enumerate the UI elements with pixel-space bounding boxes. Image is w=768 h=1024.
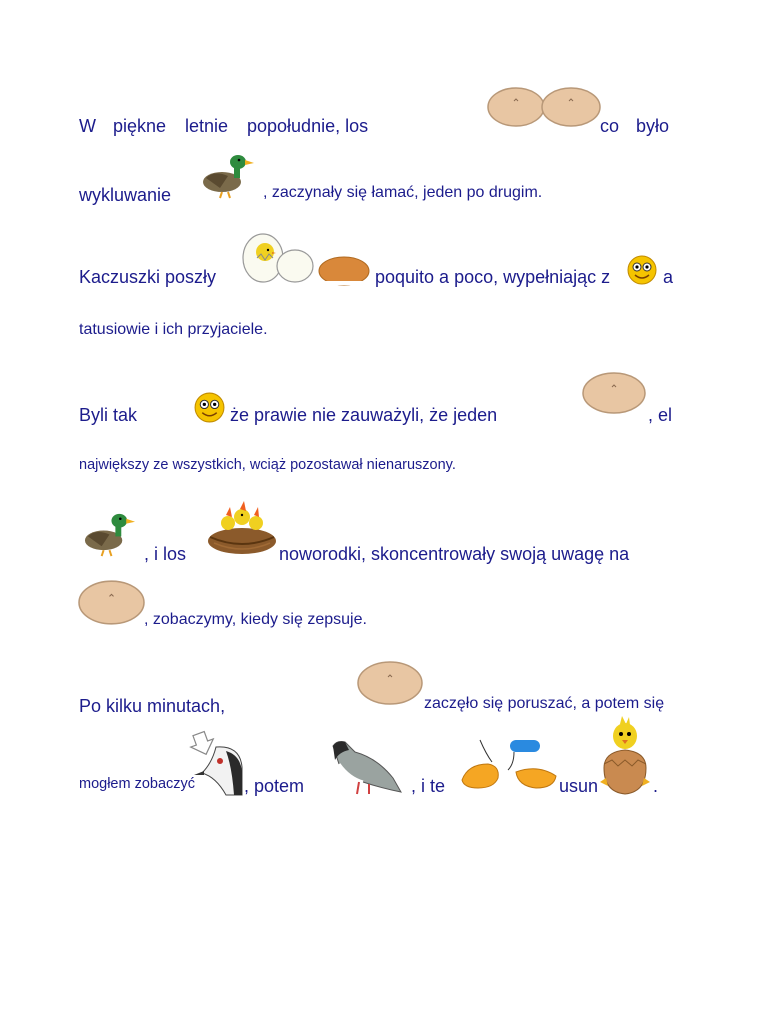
- text-line7-b: noworodki, skoncentrowały swoją uwagę na: [279, 544, 630, 564]
- text-line10-c: , i te: [411, 776, 446, 796]
- smiley-icon: [193, 391, 226, 424]
- word-bylo: było: [636, 116, 670, 136]
- duck-feet-icon: [458, 740, 558, 792]
- egg-icon: [78, 580, 145, 625]
- word-w: W: [79, 116, 96, 136]
- text-line6: największy ze wszystkich, wciąż pozostawał nienaruszony.: [79, 457, 456, 473]
- bird-body-icon: [329, 738, 403, 796]
- smiley-icon: [626, 254, 658, 286]
- text-line1-rest: popołudnie, los: [247, 116, 369, 136]
- brown-egg-icon: [318, 255, 370, 285]
- egg-icon: [541, 87, 601, 127]
- word-piekne: piękne: [113, 116, 167, 136]
- text-line9-b: zaczęło się poruszać, a potem się: [424, 695, 665, 712]
- text-line3-a: Kaczuszki poszły: [79, 267, 217, 287]
- duck-icon: [82, 505, 137, 560]
- text-line2-a: wykluwanie: [79, 185, 172, 205]
- duck-icon: [200, 148, 256, 200]
- text-line4: tatusiowie i ich przyjaciele.: [79, 321, 268, 338]
- text-line9-a: Po kilku minutach,: [79, 696, 226, 716]
- text-line10-d: usun: [559, 776, 599, 796]
- egg-icon: [582, 372, 646, 414]
- bird-head-icon: [186, 727, 244, 795]
- text-line5-c: , el: [648, 405, 673, 425]
- text-line5-b: że prawie nie zauważyli, że jeden: [230, 405, 498, 425]
- nest-chicks-icon: [206, 497, 278, 557]
- text-line3-c: a: [663, 267, 674, 287]
- text-line3-b: poquito a poco, wypełniając z: [375, 267, 611, 287]
- word-letnie: letnie: [185, 116, 229, 136]
- text-line7-a: , i los: [144, 544, 187, 564]
- text-line10-e: .: [653, 776, 659, 796]
- egg-icon: [487, 87, 545, 127]
- text-line2-b: , zaczynały się łamać, jeden po drugim.: [263, 184, 543, 201]
- chick-in-egg-icon: [596, 716, 654, 796]
- text-line10-b: , potem: [244, 776, 305, 796]
- egg-icon: [357, 661, 423, 705]
- word-co: co: [600, 116, 620, 136]
- text-line8: , zobaczymy, kiedy się zepsuje.: [144, 611, 367, 628]
- text-line10-a: mogłem zobaczyć: [79, 776, 196, 792]
- text-line5-a: Byli tak: [79, 405, 138, 425]
- hatching-chick-icon: [241, 230, 317, 284]
